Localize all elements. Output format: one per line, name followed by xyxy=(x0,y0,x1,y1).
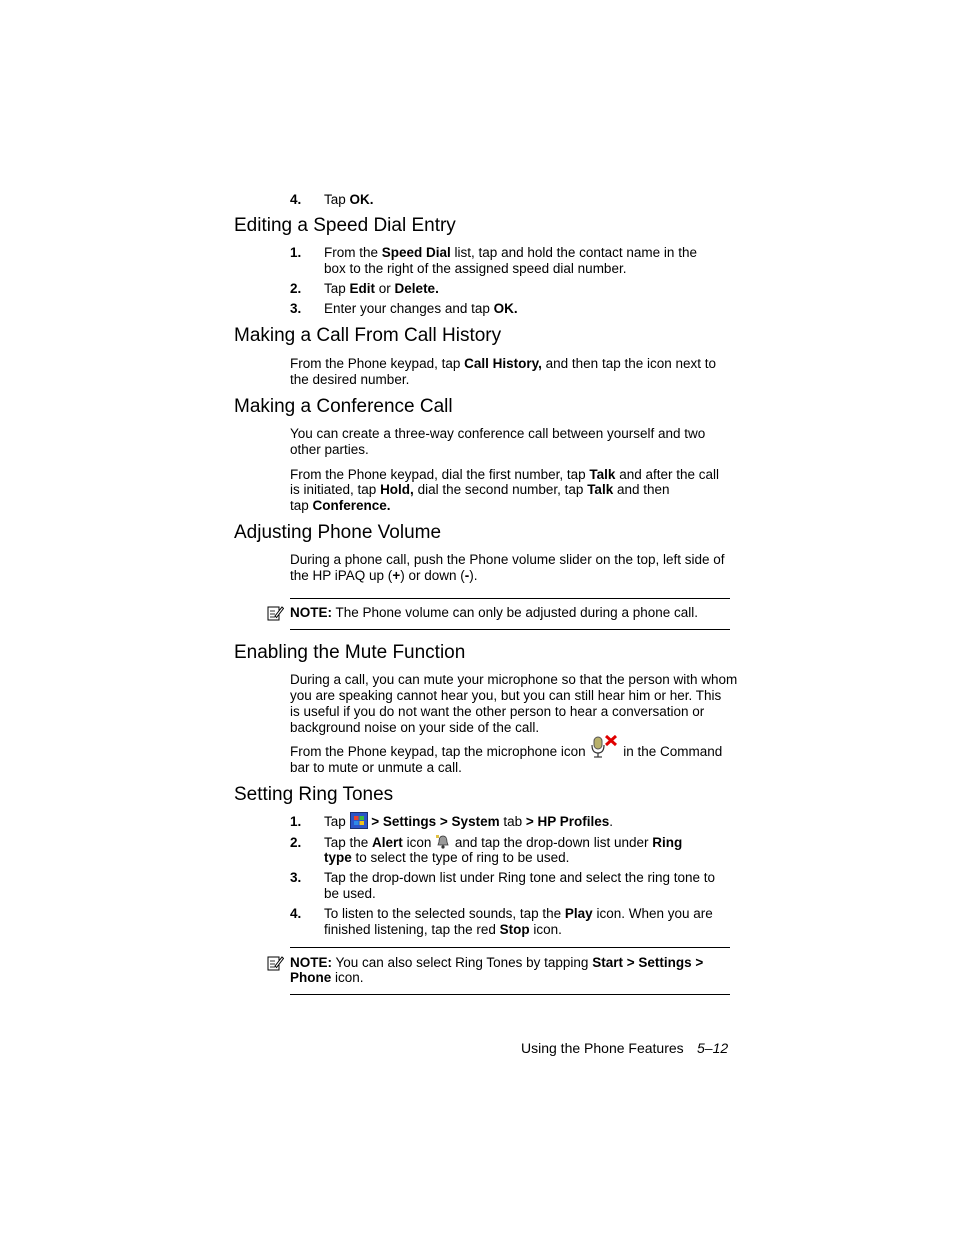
paragraph-line: From the Phone keypad, tap the microphone icon in the Command xyxy=(290,744,722,760)
paragraph-line: background noise on your side of the call. xyxy=(290,720,540,735)
alert-icon xyxy=(435,834,451,850)
note-text: Phone icon. xyxy=(290,970,364,985)
step-number: 3. xyxy=(290,301,302,316)
note-divider-top xyxy=(290,947,730,948)
note-divider-top xyxy=(290,598,730,599)
page-number: 5–12 xyxy=(697,1040,729,1056)
step-text: Tap the Alert icon and tap the drop-down list under Ring xyxy=(324,835,683,850)
step-number: 2. xyxy=(290,281,302,296)
paragraph-line: You can create a three-way conference call between yourself and two xyxy=(290,426,706,441)
step-text: Tap OK. xyxy=(324,192,374,207)
note-pencil-icon xyxy=(266,604,284,622)
note-text: NOTE: You can also select Ring Tones by tapping Start > Settings > xyxy=(290,955,704,970)
step-text: To listen to the selected sounds, tap the Play icon. When you are xyxy=(324,906,713,921)
section-heading-conference: Making a Conference Call xyxy=(234,396,453,417)
paragraph-line: the desired number. xyxy=(290,372,410,387)
step-text: Tap Edit or Delete. xyxy=(324,281,439,296)
paragraph-line: other parties. xyxy=(290,442,369,457)
paragraph-line: bar to mute or unmute a call. xyxy=(290,760,462,775)
footer-section-title: Using the Phone Features xyxy=(521,1040,684,1056)
step-number: 4. xyxy=(290,192,302,207)
step-number: 1. xyxy=(290,814,302,829)
paragraph-line: is useful if you do not want the other person to hear a conversation or xyxy=(290,704,705,719)
start-menu-icon xyxy=(350,812,368,829)
note-pencil-icon xyxy=(266,954,284,972)
note-text: NOTE: The Phone volume can only be adjusted during a phone call. xyxy=(290,605,699,620)
paragraph-line: During a phone call, push the Phone volume slider on the top, left side of xyxy=(290,552,725,567)
section-heading-speed-dial: Editing a Speed Dial Entry xyxy=(234,215,456,236)
step-number: 3. xyxy=(290,870,302,885)
step-number: 2. xyxy=(290,835,302,850)
paragraph-line: From the Phone keypad, dial the first number, tap Talk and after the call xyxy=(290,467,720,482)
paragraph-line: During a call, you can mute your microphone so that the person with whom xyxy=(290,672,738,687)
step-text: be used. xyxy=(324,886,376,901)
step-text: Enter your changes and tap OK. xyxy=(324,301,518,316)
step-text: From the Speed Dial list, tap and hold the contact name in the xyxy=(324,245,697,260)
step-text: Tap > Settings > System tab > HP Profiles. xyxy=(324,814,614,829)
section-heading-ring-tones: Setting Ring Tones xyxy=(234,784,394,805)
paragraph-line: From the Phone keypad, tap Call History, and then tap the icon next to xyxy=(290,356,717,371)
microphone-mute-icon xyxy=(589,735,619,759)
paragraph-line: the HP iPAQ up (+) or down (-). xyxy=(290,568,478,583)
note-divider-bottom xyxy=(290,994,730,995)
section-heading-mute: Enabling the Mute Function xyxy=(234,642,466,663)
section-heading-call-history: Making a Call From Call History xyxy=(234,325,502,346)
section-heading-volume: Adjusting Phone Volume xyxy=(234,522,442,543)
paragraph-line: you are speaking cannot hear you, but you can still hear him or her. This xyxy=(290,688,722,703)
paragraph-line: tap Conference. xyxy=(290,498,391,513)
paragraph-line: is initiated, tap Hold, dial the second number, tap Talk and then xyxy=(290,482,670,497)
step-text: Tap the drop-down list under Ring tone and select the ring tone to xyxy=(324,870,715,885)
step-text: box to the right of the assigned speed dial number. xyxy=(324,261,627,276)
step-text: finished listening, tap the red Stop icon. xyxy=(324,922,562,937)
note-divider-bottom xyxy=(290,629,730,630)
step-number: 1. xyxy=(290,245,302,260)
step-number: 4. xyxy=(290,906,302,921)
step-text: type to select the type of ring to be used. xyxy=(324,850,570,865)
